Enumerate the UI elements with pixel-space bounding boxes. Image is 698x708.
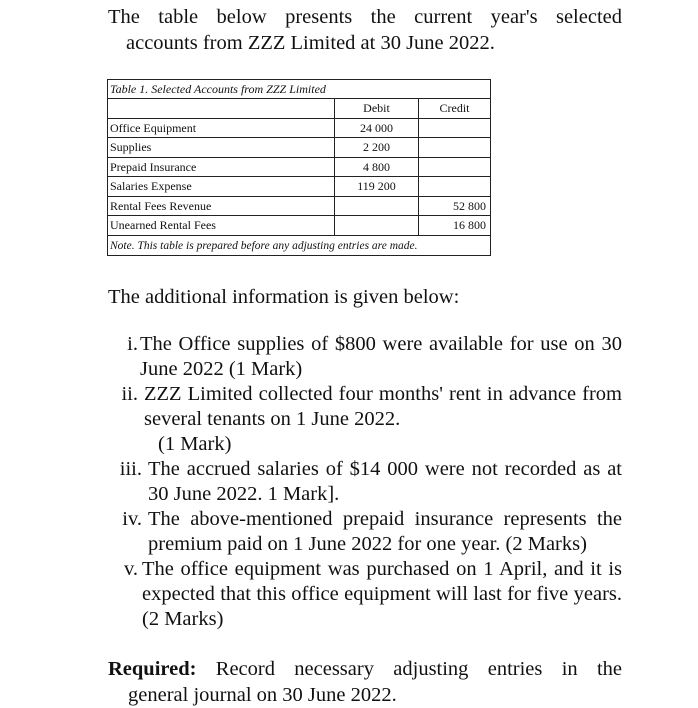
header-credit: Credit — [418, 99, 490, 118]
account-name: Salaries Expense — [110, 179, 192, 193]
additional-info-heading: The additional information is given below: — [108, 286, 460, 308]
debit-value — [334, 216, 418, 235]
required-line-2: general journal on 30 June 2022. — [128, 684, 397, 706]
item-text: ZZZ Limited collected four months' rent in advance from several tenants on 1 June 2022. — [144, 383, 622, 430]
header-debit: Debit — [334, 99, 418, 118]
item-text: The accrued salaries of $14 000 were not recorded as at 30 June 2022. 1 Mark]. — [148, 458, 622, 505]
account-name: Office Equipment — [110, 120, 197, 135]
credit-value — [418, 158, 490, 177]
table-row — [108, 118, 490, 138]
list-item — [108, 507, 622, 557]
accounts-table — [107, 79, 491, 256]
item-number: iii. — [119, 458, 142, 480]
additional-info-list — [108, 332, 622, 632]
account-name: Unearned Rental Fees — [110, 218, 216, 232]
required-label: Required: — [108, 658, 197, 680]
required-line-1 — [108, 656, 622, 682]
table-row — [108, 137, 490, 157]
required-section — [108, 656, 622, 708]
credit-value — [418, 119, 490, 138]
credit-value: 52 800 — [418, 197, 490, 216]
item-text: The above-mentioned prepaid insurance represents the premium paid on 1 June 2022 for one year. (2 Marks) — [148, 508, 622, 555]
table-row — [108, 176, 490, 196]
table-note-divider — [108, 235, 490, 236]
debit-value: 119 200 — [334, 177, 418, 196]
item-text: The Office supplies of $800 were available for use on 30 June 2022 (1 Mark) — [140, 333, 622, 380]
account-name: Supplies — [110, 140, 152, 154]
table-row — [108, 215, 490, 235]
list-item — [108, 557, 622, 632]
list-item — [108, 457, 622, 507]
item-marks: (1 Mark) — [158, 433, 232, 455]
debit-value: 4 800 — [334, 158, 418, 177]
item-text: The office equipment was purchased on 1 April, and it is expected that this office equipment will last for five years. (2 Marks) — [142, 558, 622, 630]
credit-value — [418, 177, 490, 196]
table-note: Note. This table is prepared before any adjusting entries are made. — [110, 240, 418, 252]
debit-value — [334, 197, 418, 216]
item-number: v. — [123, 558, 138, 580]
intro-line-2: accounts from ZZZ Limited at 30 June 2022. — [126, 32, 495, 54]
account-name: Prepaid Insurance — [110, 159, 197, 174]
item-number: ii. — [121, 383, 138, 405]
credit-value — [418, 138, 490, 157]
table-header-row — [108, 98, 490, 118]
list-item — [108, 332, 622, 382]
item-number: i. — [127, 333, 138, 355]
debit-value: 2 200 — [334, 138, 418, 157]
table-row — [108, 196, 490, 216]
header-account — [110, 99, 334, 118]
debit-value: 24 000 — [334, 119, 418, 138]
credit-value: 16 800 — [418, 216, 490, 235]
intro-line-1: The table below presents the current year's selected — [108, 6, 622, 28]
table-caption: Table 1. Selected Accounts from ZZZ Limited — [110, 82, 326, 96]
item-number: iv. — [122, 508, 142, 530]
required-text: Record necessary adjusting entries in the — [215, 658, 622, 680]
table-row — [108, 157, 490, 177]
list-item — [108, 382, 622, 457]
account-name: Rental Fees Revenue — [110, 198, 212, 213]
